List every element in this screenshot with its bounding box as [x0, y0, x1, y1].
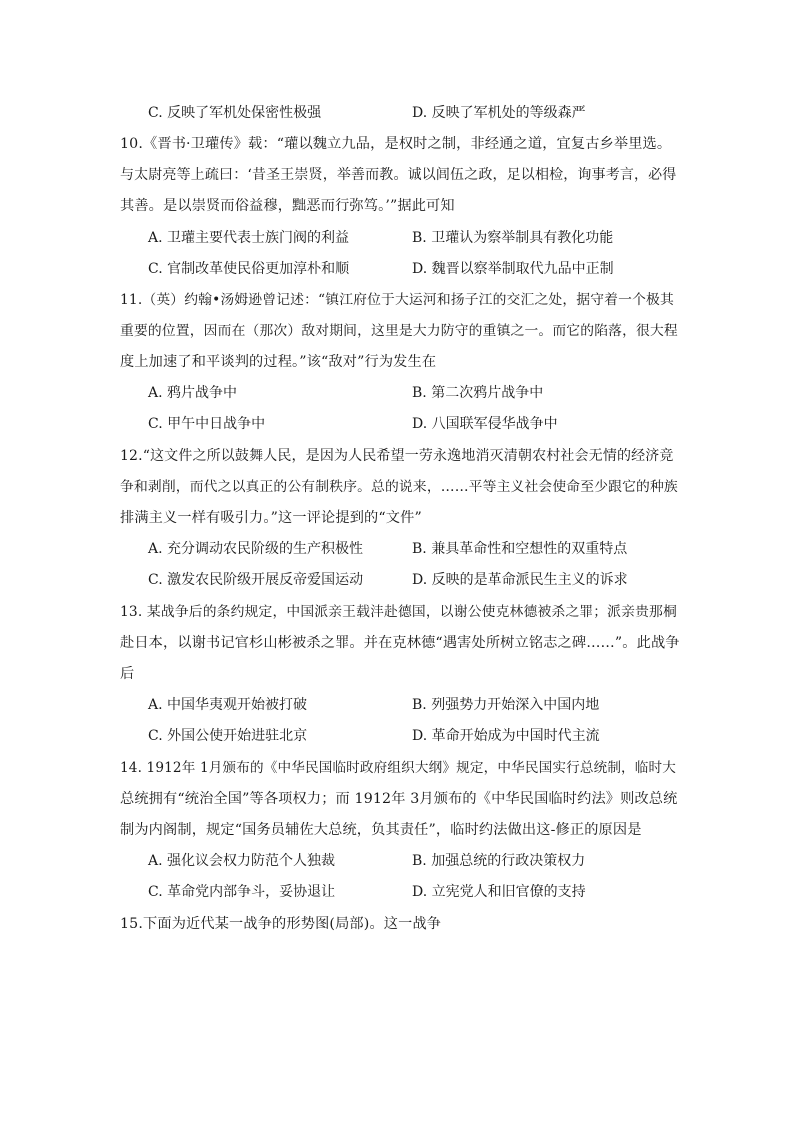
q13-option-b: B. 列强势力开始深入中国内地 [412, 697, 600, 713]
q10-option-d: D. 魏晋以察举制取代九品中正制 [412, 261, 614, 277]
q13-option-a: A. 中国华夷观开始被打破 [148, 697, 308, 713]
q9-option-c: C. 反映了军机处保密性极强 [148, 105, 322, 121]
q14-option-b: B. 加强总统的行政决策权力 [412, 853, 586, 869]
q14-option-a: A. 强化议会权力防范个人独裁 [148, 853, 336, 869]
q11-option-c: C. 甲午中日战争中 [148, 416, 266, 432]
q10-stem-line-1: 10.《晋书·卫瓘传》载：“瓘以魏立九品，是权时之制，非经通之道，宜复古乡举里选。 [120, 136, 672, 152]
q10-option-c: C. 官制改革使民俗更加淳朴和顺 [148, 261, 350, 277]
q12-option-b: B. 兼具革命性和空想性的双重特点 [412, 541, 628, 557]
q12-stem-line-2: 争和剥削，而代之以真正的公有制秩序。总的说来，……平等主义社会使命至少跟它的种族 [120, 479, 678, 495]
q14-stem-line-3: 制为内阁制，规定“国务员辅佐大总统，负其责任”，临时约法做出这-修正的原因是 [120, 822, 642, 838]
q11-stem-line-1: 11.（英）约翰•汤姆逊曾记述：“镇江府位于大运河和扬子江的交汇之处，据守着一个极其 [120, 292, 674, 308]
q13-option-d: D. 革命开始成为中国时代主流 [412, 728, 600, 744]
q12-option-a: A. 充分调动农民阶级的生产积极性 [148, 541, 364, 557]
q10-stem-line-2: 与太尉亮等上疏曰：‘昔圣王崇贤，举善而教。诚以闾伍之政，足以相检，询事考言，必得 [120, 167, 677, 183]
q12-option-c: C. 激发农民阶级开展反帝爱国运动 [148, 572, 364, 588]
q14-stem-line-1: 14. 1912年 1月颁布的《中华民国临时政府组织大纲》规定，中华民国实行总统制，临时大 [120, 760, 677, 776]
q11-stem-line-2: 重要的位置，因而在（那次）敌对期间，这里是大力防守的重镇之一。而它的陷落，很大程 [120, 323, 678, 339]
q12-stem-line-3: 排满主义一样有吸引力。”这一评论提到的“文件” [120, 510, 422, 526]
q15-stem-line-1: 15.下面为近代某一战争的形势图(局部)。这一战争 [120, 916, 442, 932]
q11-option-b: B. 第二次鸦片战争中 [412, 385, 544, 401]
q13-stem-line-1: 13. 某战争后的条约规定，中国派亲王载沣赴德国，以谢公使克林德被杀之罪；派亲贵那桐 [120, 604, 677, 620]
q13-stem-line-3: 后 [120, 666, 135, 682]
q11-option-a: A. 鸦片战争中 [148, 385, 238, 401]
q11-stem-line-3: 度上加速了和平谈判的过程。”该“敌对”行为发生在 [120, 354, 437, 370]
q11-option-d: D. 八国联军侵华战争中 [412, 416, 558, 432]
q14-stem-line-2: 总统拥有“统治全国”等各项权力；而 1912年 3月颁布的《中华民国临时约法》则改总统 [120, 791, 678, 807]
q12-stem-line-1: 12.“这文件之所以鼓舞人民，是因为人民希望一劳永逸地消灭清朝农村社会无情的经济竞 [120, 448, 674, 464]
q10-option-b: B. 卫瓘认为察举制具有教化功能 [412, 230, 614, 246]
q10-stem-line-3: 其善。是以崇贤而俗益穆，黜恶而行弥笃。’”据此可知 [120, 198, 455, 214]
q12-option-d: D. 反映的是革命派民生主义的诉求 [412, 572, 628, 588]
q9-option-d: D. 反映了军机处的等级森严 [412, 105, 586, 121]
q14-option-c: C. 革命党内部争斗，妥协退让 [148, 884, 336, 900]
q13-option-c: C. 外国公使开始进驻北京 [148, 728, 308, 744]
q14-option-d: D. 立宪党人和旧官僚的支持 [412, 884, 586, 900]
q13-stem-line-2: 赴日本，以谢书记官杉山彬被杀之罪。并在克林德“遇害处所树立铭志之碑……”。此战争 [120, 635, 680, 651]
q10-option-a: A. 卫瓘主要代表士族门阀的利益 [148, 230, 350, 246]
